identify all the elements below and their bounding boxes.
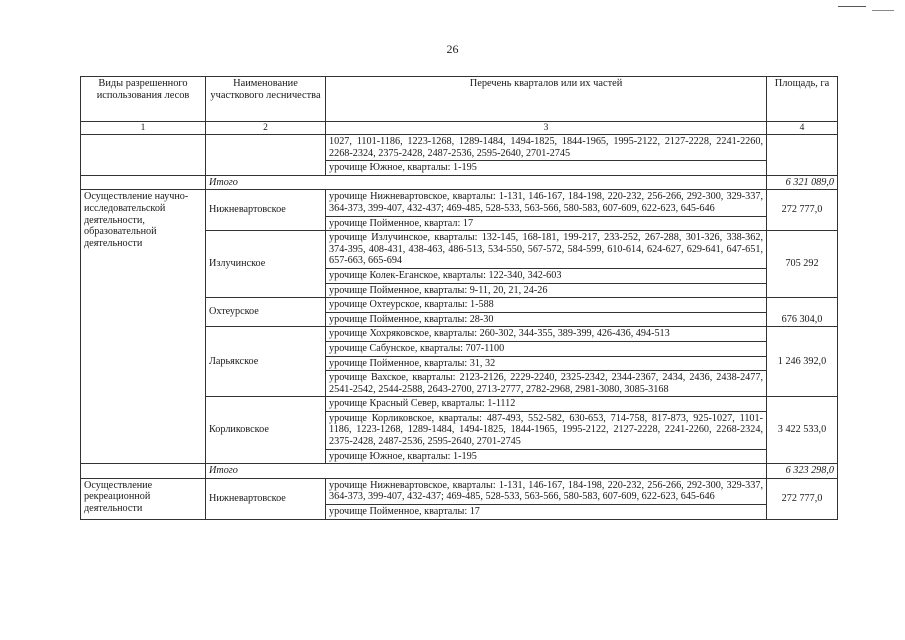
area-cell: 676 304,0 (767, 298, 838, 327)
quarters-cell: урочище Пойменное, кварталы: 9-11, 20, 21, 24-26 (326, 283, 767, 298)
itogo-value: 6 321 089,0 (767, 175, 838, 190)
header-forestry-name: Наименование участкового лесничества (206, 77, 326, 122)
quarters-cell: урочище Нижневартовское, кварталы: 1-131, 146-167, 184-198, 220-232, 256-266, 292-300, 329-337, 364-373, 399-407, 432-437; 469-485, 528-533, 563-566, 580-583, 607-609, 622-623, 645-646 (326, 190, 767, 216)
forestry-name-cell: Излучинское (206, 231, 326, 298)
area-cell: 705 292 (767, 231, 838, 298)
quarters-cell: урочище Охтеурское, кварталы: 1-588 (326, 298, 767, 313)
forestry-name-cell: Корликовское (206, 397, 326, 464)
corner-mark-right (872, 10, 894, 11)
table-row (81, 478, 838, 504)
table-header-row (81, 77, 838, 122)
table-row (81, 135, 838, 161)
quarters-cell: урочище Корликовское, кварталы: 487-493, 552-582, 630-653, 714-758, 817-873, 925-1027, 1101-1186, 1223-1268, 1289-1484, 1494-1825, 1844-1965, 1995-2122, 2127-2228, 2241-2260, 2268-2324, 2375-2428, 2487-2536, 2595-2640, 2701-2745 (326, 411, 767, 449)
table-row (81, 190, 838, 216)
forestry-name-cell: Ларьякское (206, 327, 326, 397)
header-area: Площадь, га (767, 77, 838, 122)
quarters-cell: урочище Вахское, кварталы: 2123-2126, 2229-2240, 2325-2342, 2344-2367, 2434, 2436, 2438-2477, 2541-2542, 2544-2588, 2643-2700, 2713-2777, 2782-2968, 2981-3080, 3085-3168 (326, 371, 767, 397)
area-cell: 272 777,0 (767, 190, 838, 231)
itogo-label: Итого (206, 464, 767, 479)
quarters-cell: урочище Южное, кварталы: 1-195 (326, 449, 767, 464)
empty-cell (206, 135, 326, 176)
empty-cell (81, 464, 206, 479)
column-number: 4 (767, 122, 838, 135)
use-type-cell: Осуществление научно-исследовательской деятельности, образовательной деятельности (81, 190, 206, 464)
quarters-cell: урочище Сабунское, кварталы: 707-1100 (326, 341, 767, 356)
empty-cell (81, 135, 206, 176)
area-cell: 1 246 392,0 (767, 327, 838, 397)
quarters-cell: урочище Пойменное, квартал: 17 (326, 216, 767, 231)
quarters-cell: урочище Пойменное, кварталы: 17 (326, 505, 767, 520)
forest-quarters-table (80, 76, 838, 520)
empty-cell (81, 175, 206, 190)
column-number: 3 (326, 122, 767, 135)
area-cell: 272 777,0 (767, 478, 838, 519)
forestry-name-cell: Охтеурское (206, 298, 326, 327)
forestry-name-cell: Нижневартовское (206, 190, 326, 231)
quarters-cell: урочище Излучинское, кварталы: 132-145, 168-181, 199-217, 233-252, 267-288, 301-326, 338-362, 374-395, 408-431, 438-463, 486-513, 534-550, 567-572, 584-599, 610-614, 624-627, 629-641, 647-651, 657-663, 665-694 (326, 231, 767, 269)
forestry-name-cell: Нижневартовское (206, 478, 326, 519)
quarters-cell: урочище Нижневартовское, кварталы: 1-131, 146-167, 184-198, 220-232, 256-266, 292-300, 329-337, 364-373, 399-407, 432-437; 469-485, 528-533, 563-566, 580-583, 607-609, 622-623, 645-646 (326, 478, 767, 504)
quarters-cell: урочище Красный Север, кварталы: 1-1112 (326, 397, 767, 412)
itogo-label: Итого (206, 175, 767, 190)
quarters-cell: урочище Пойменное, кварталы: 28-30 (326, 312, 767, 327)
use-type-cell: Осуществление рекреационной деятельности (81, 478, 206, 519)
quarters-cell: 1027, 1101-1186, 1223-1268, 1289-1484, 1494-1825, 1844-1965, 1995-2122, 2127-2228, 2241-2260, 2268-2324, 2375-2428, 2487-2536, 2595-2640, 2701-2745 (326, 135, 767, 161)
column-number: 1 (81, 122, 206, 135)
column-number: 2 (206, 122, 326, 135)
header-use-type: Виды разрешенного использования лесов (81, 77, 206, 122)
column-numbers-row (81, 122, 838, 135)
itogo-row (81, 175, 838, 190)
corner-mark-top (838, 6, 866, 7)
area-cell: 3 422 533,0 (767, 397, 838, 464)
itogo-value: 6 323 298,0 (767, 464, 838, 479)
header-quarters-list: Перечень кварталов или их частей (326, 77, 767, 122)
quarters-cell: урочище Пойменное, кварталы: 31, 32 (326, 356, 767, 371)
quarters-cell: урочище Южное, кварталы: 1-195 (326, 161, 767, 176)
quarters-cell: урочище Колек-Еганское, кварталы: 122-340, 342-603 (326, 268, 767, 283)
quarters-cell: урочище Хохряковское, кварталы: 260-302, 344-355, 389-399, 426-436, 494-513 (326, 327, 767, 342)
empty-cell (767, 135, 838, 176)
itogo-row (81, 464, 838, 479)
page-number: 26 (446, 42, 459, 56)
